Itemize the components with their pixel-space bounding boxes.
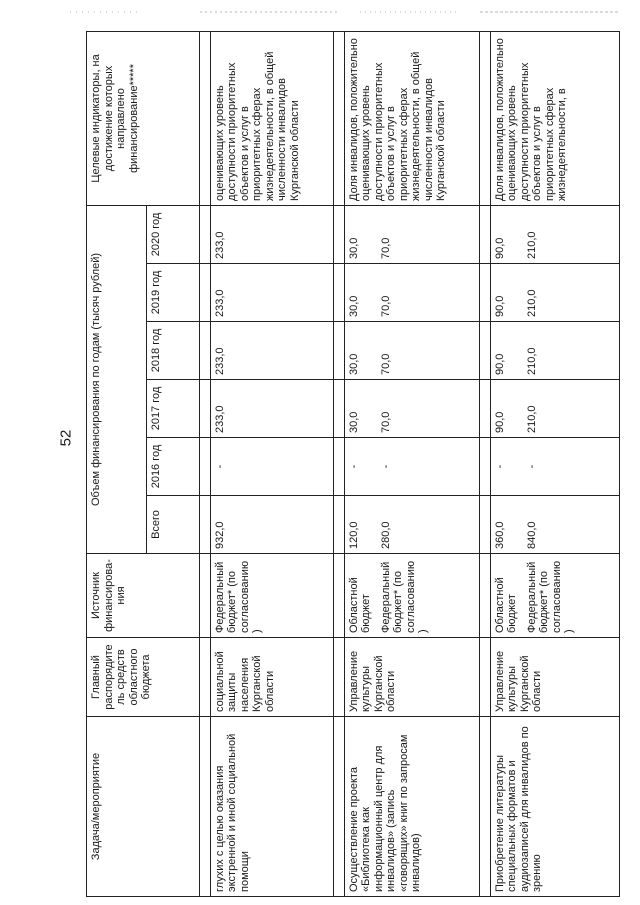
row-2020: 30,0: [344, 205, 376, 263]
row-2017: 90,0: [490, 380, 522, 438]
row-2016: -: [490, 438, 522, 496]
row-2020: 90,0: [490, 205, 522, 263]
row-2017: 233,0: [210, 380, 334, 438]
row-2016: -: [344, 438, 376, 496]
rotated-table-wrapper: [86, 32, 620, 897]
table-row: [490, 31, 522, 896]
header-2018: 2018 год: [146, 322, 200, 380]
table-row: [344, 31, 376, 896]
row-task: Приобретение литературы специальных форматов и аудиозаписей для инвалидов по зрению: [490, 717, 619, 897]
header-2019: 2019 год: [146, 264, 200, 322]
header-gap: [200, 31, 210, 896]
row-2019: 70,0: [377, 264, 480, 322]
header-indicators: Целевые индикаторы, на достижение которых направлено финансирование*****: [87, 31, 200, 205]
row-source: Областной бюджет: [490, 554, 522, 638]
row-2019: 210,0: [523, 264, 620, 322]
row-gap: [480, 31, 490, 896]
row-2018: 70,0: [377, 322, 480, 380]
row-total: 280,0: [377, 496, 480, 554]
header-2016: 2016 год: [146, 438, 200, 496]
header-row: [87, 31, 147, 896]
row-2017: 210,0: [523, 380, 620, 438]
row-source: Областной бюджет: [344, 554, 376, 638]
header-total: Всего: [146, 496, 200, 554]
financing-table: [86, 31, 620, 897]
row-distributor: социальной защиты населения Курганской области: [210, 638, 334, 717]
row-2017: 70,0: [377, 380, 480, 438]
row-2019: 90,0: [490, 264, 522, 322]
row-2016: -: [377, 438, 480, 496]
scan-noise-line: [0, 0, 640, 20]
row-2016: -: [210, 438, 334, 496]
row-task: Осуществление проекта «Библиотека как информационный центр для инвалидов» (запись «говорящих» книг по запросам инвалидов): [344, 717, 480, 897]
row-2019: 30,0: [344, 264, 376, 322]
row-2018: 233,0: [210, 322, 334, 380]
row-source: Федеральный бюджет* (по согласованию): [523, 554, 620, 638]
row-indicator: Доля инвалидов, положительно оценивающих уровень доступности приоритетных объектов и услуг в приоритетных сферах жизнедеятельности, в: [490, 31, 619, 205]
row-source: Федеральный бюджет* (по согласованию): [210, 554, 334, 638]
row-2017: 30,0: [344, 380, 376, 438]
row-2016: -: [523, 438, 620, 496]
row-2018: 90,0: [490, 322, 522, 380]
row-total: 360,0: [490, 496, 522, 554]
row-distributor: Управление культуры Курганской области: [490, 638, 619, 717]
header-funding-group: Объем финансирования по годам (тысяч рублей): [87, 205, 147, 553]
row-source: Федеральный бюджет* (по согласованию): [377, 554, 480, 638]
row-indicator: Доля инвалидов, положительно оценивающих уровень доступности приоритетных объектов и услуг в приоритетных сферах жизнедеятельности, в общей численности инвалидов Курганской области: [344, 31, 480, 205]
row-distributor: Управление культуры Курганской области: [344, 638, 480, 717]
row-2019: 233,0: [210, 264, 334, 322]
row-task: глухих с целью оказания экстренной и иной социальной помощи: [210, 717, 334, 897]
page-number: 52: [57, 429, 74, 447]
header-2017: 2017 год: [146, 380, 200, 438]
header-source: Источник финансирова-ния: [87, 554, 200, 638]
row-2020: 210,0: [523, 205, 620, 263]
row-2020: 233,0: [210, 205, 334, 263]
row-gap: [334, 31, 344, 896]
row-total: 120,0: [344, 496, 376, 554]
row-total: 840,0: [523, 496, 620, 554]
header-distributor: Главный распорядитель средств областного бюджета: [87, 638, 200, 717]
table-row: [210, 31, 334, 896]
row-total: 932,0: [210, 496, 334, 554]
row-2020: 70,0: [377, 205, 480, 263]
header-task: Задача/мероприятие: [87, 717, 200, 897]
row-indicator: оценивающих уровень доступности приоритетных объектов и услуг в приоритетных сферах жизнедеятельности, в общей численности инвалидов Курганской области: [210, 31, 334, 205]
header-2020: 2020 год: [146, 205, 200, 263]
row-2018: 30,0: [344, 322, 376, 380]
row-2018: 210,0: [523, 322, 620, 380]
